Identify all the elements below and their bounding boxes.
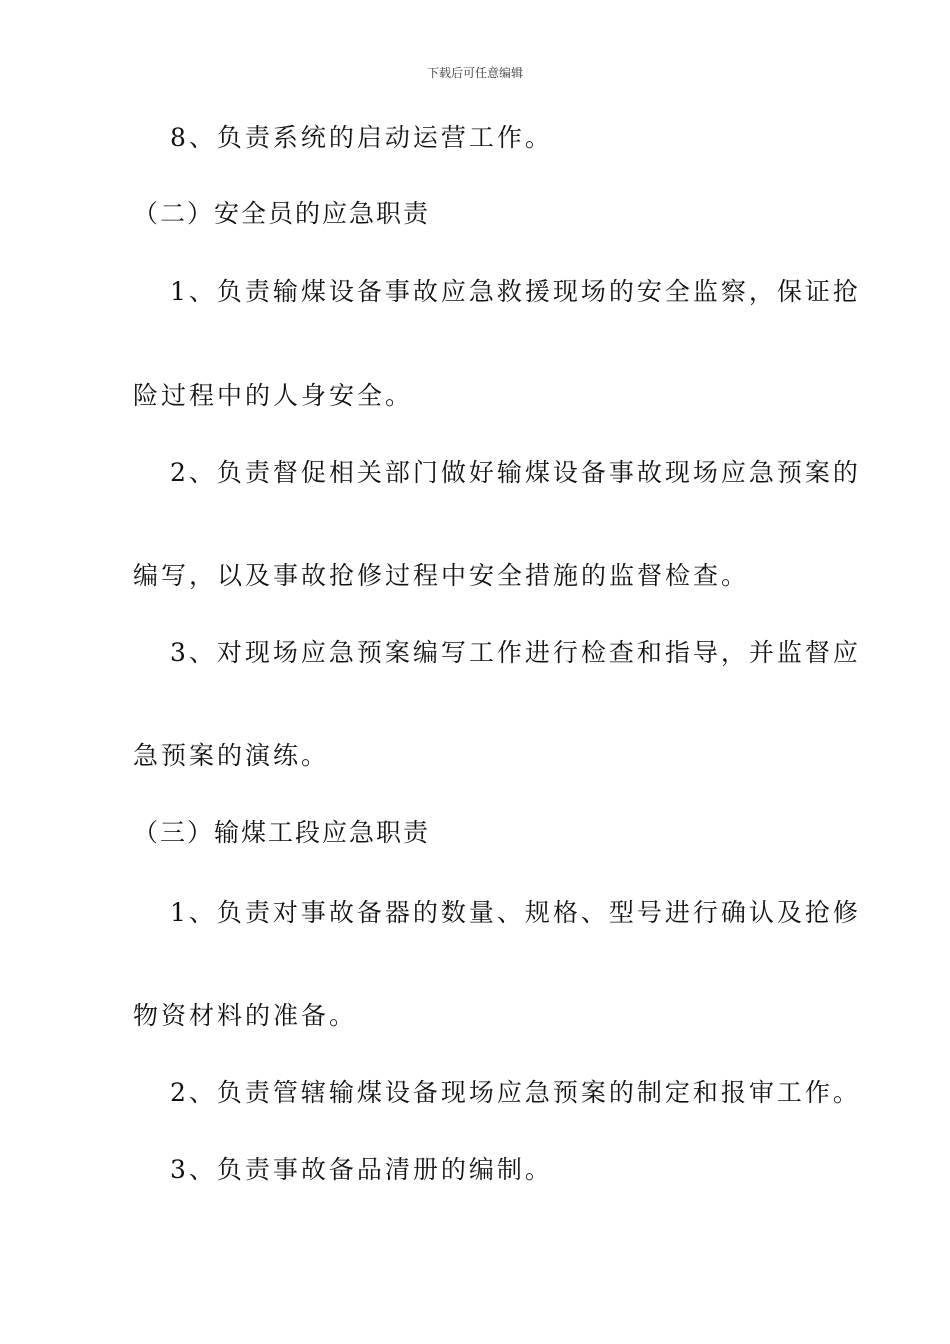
paragraph-line: 1、负责输煤设备事故应急救援现场的安全监察，保证抢 (170, 277, 861, 306)
paragraph-line: 2、负责管辖输煤设备现场应急预案的制定和报审工作。 (170, 1078, 861, 1107)
paragraph-line: 3、对现场应急预案编写工作进行检查和指导，并监督应 (170, 638, 861, 667)
paragraph-line: 2、负责督促相关部门做好输煤设备事故现场应急预案的 (170, 458, 861, 487)
page-header: 下载后可任意编辑 (426, 66, 523, 80)
paragraph-line: 1、负责对事故备器的数量、规格、型号进行确认及抢修 (170, 898, 861, 927)
paragraph-line: 3、负责事故备品清册的编制。 (170, 1155, 553, 1184)
section-heading: （二）安全员的应急职责 (133, 199, 431, 228)
paragraph-line: 8、负责系统的启动运营工作。 (170, 123, 553, 152)
paragraph-line: 物资材料的准备。 (133, 1001, 358, 1030)
paragraph-line: 编写，以及事故抢修过程中安全措施的监督检查。 (133, 561, 750, 590)
paragraph-line: 险过程中的人身安全。 (133, 381, 414, 410)
paragraph-line: 急预案的演练。 (133, 741, 330, 770)
section-heading: （三）输煤工段应急职责 (133, 818, 431, 847)
